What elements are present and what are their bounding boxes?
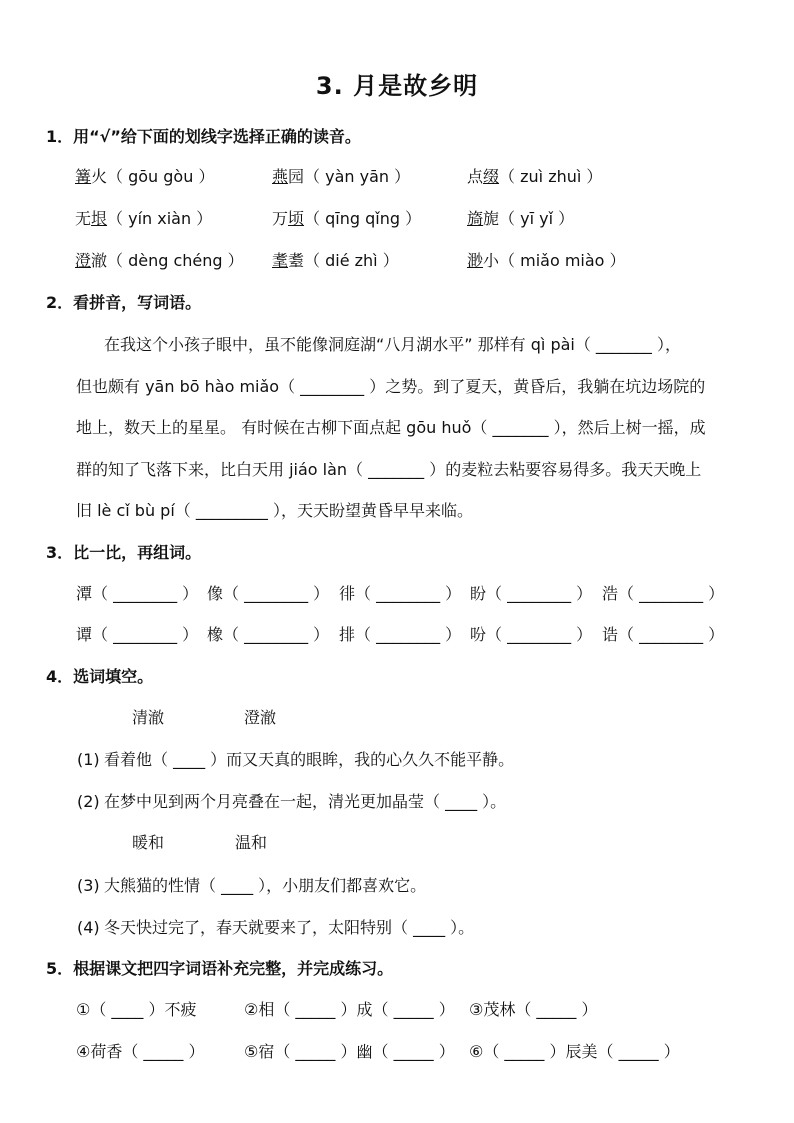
item-number: (3) xyxy=(77,876,100,895)
question-3-label: 3．比一比，再组词。 xyxy=(46,543,202,562)
q5-item: ①（ ____ ）不疲 xyxy=(76,1000,197,1019)
q5-item: ⑤宿（ _____ ）幽（ _____ ） xyxy=(244,1042,455,1061)
q2-text-line: 旧 lè cǐ bù pí（ _________ ），天天盼望黄昏早早来临。 xyxy=(76,501,473,520)
q2-text-line: 地上，数天上的星星。 有时候在古柳下面点起 gōu huǒ（ _______ ），然后上树一摇，成 xyxy=(76,418,706,437)
item-number: (4) xyxy=(77,918,100,937)
page-title: 3. 月是故乡明 xyxy=(315,72,479,100)
question-1-label: 1．用“√”给下面的划线字选择正确的读音。 xyxy=(46,127,361,146)
q3-item: 吩（ ________ ） xyxy=(470,625,593,644)
word-choice: 暖和 xyxy=(132,833,165,852)
q2-text-line: 群的知了飞落下来，比白天用 jiáo làn（ _______ ）的麦粒去粘要容易得多。我天天晚上 xyxy=(76,460,702,479)
q3-item: 潭（ ________ ） xyxy=(76,584,199,603)
q1-item: 点缀（ zuì zhuì ） xyxy=(467,167,603,186)
q1-item: 万顷（ qīng qǐng ） xyxy=(272,209,422,228)
q5-item: ②相（ _____ ）成（ _____ ） xyxy=(244,1000,455,1019)
q1-item: 耄耋（ dié zhì ） xyxy=(272,251,399,270)
q2-text-line: 在我这个小孩子眼中，虽不能像洞庭湖“八月湖水平” 那样有 qì pài（ _______ ）， xyxy=(104,335,682,354)
q3-item: 橡（ ________ ） xyxy=(207,625,330,644)
question-4-label: 4．选词填空。 xyxy=(46,667,154,686)
q3-item: 像（ ________ ） xyxy=(207,584,330,603)
item-number: (2) xyxy=(77,792,100,811)
q5-item: ⑥（ _____ ）辰美（ _____ ） xyxy=(469,1042,680,1061)
word-choice: 清澈 xyxy=(132,708,165,727)
q2-text-line: 但也颇有 yān bō hào miǎo（ ________ ）之势。到了夏天，黄昏后，我躺在坑边场院的 xyxy=(76,377,706,396)
q1-item: 无垠（ yín xiàn ） xyxy=(75,209,213,228)
item-number: (1) xyxy=(77,750,100,769)
q1-item: 澄澈（ dèng chéng ） xyxy=(75,251,244,270)
q4-sentence: 大熊猫的性情（ ____ ），小朋友们都喜欢它。 xyxy=(104,876,427,895)
q1-item: 旖旎（ yī yǐ ） xyxy=(467,209,575,228)
q3-item: 谭（ ________ ） xyxy=(76,625,199,644)
q4-sentence: 看着他（ ____ ）而又天真的眼眸，我的心久久不能平静。 xyxy=(104,750,515,769)
q5-item: ④荷香（ _____ ） xyxy=(76,1042,205,1061)
word-choice: 温和 xyxy=(235,833,268,852)
q4-sentence: 在梦中见到两个月亮叠在一起，清光更加晶莹（ ____ ）。 xyxy=(104,792,507,811)
q3-item: 徘（ ________ ） xyxy=(339,584,462,603)
question-5-label: 5．根据课文把四字词语补充完整，并完成练习。 xyxy=(46,959,394,978)
q4-sentence: 冬天快过完了，春天就要来了，太阳特别（ ____ ）。 xyxy=(104,918,475,937)
q3-item: 诰（ ________ ） xyxy=(602,625,725,644)
word-choice: 澄澈 xyxy=(244,708,277,727)
q1-item: 燕园（ yàn yān ） xyxy=(272,167,411,186)
question-2-label: 2．看拼音，写词语。 xyxy=(46,293,202,312)
q1-item: 篝火（ gōu gòu ） xyxy=(75,167,215,186)
q5-item: ③茂林（ _____ ） xyxy=(469,1000,598,1019)
q3-item: 排（ ________ ） xyxy=(339,625,462,644)
q1-item: 渺小（ miǎo miào ） xyxy=(467,251,626,270)
q3-item: 盼（ ________ ） xyxy=(470,584,593,603)
q3-item: 浩（ ________ ） xyxy=(602,584,725,603)
